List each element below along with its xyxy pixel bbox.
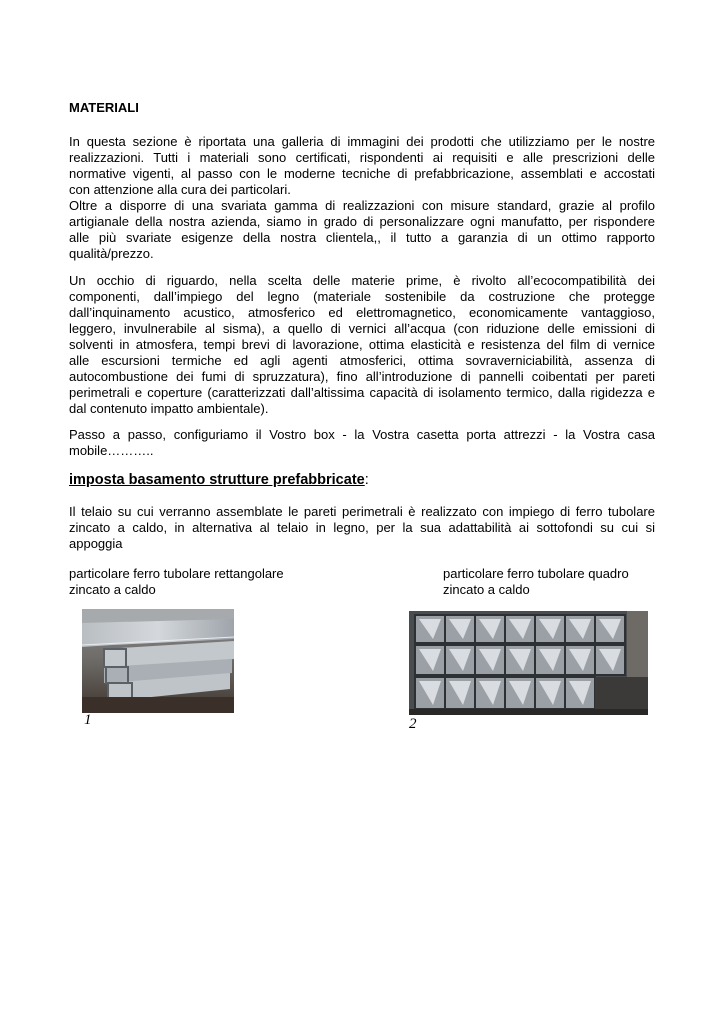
text-line: artigianale della nostra azienda, siamo in grado di personalizzare ogni manufatto, per rispondere <box>69 214 655 229</box>
caption-line: zincato a caldo <box>443 582 530 597</box>
text-line: dall’inquinamento acustico, atmosferico ed elettromagnetico, economicamente vantaggioso, <box>69 305 655 320</box>
square-tube-photo <box>409 611 648 715</box>
figure-2-caption <box>443 566 629 598</box>
figure-1-number: 1 <box>84 712 92 728</box>
text-line: alle escursioni termiche ed agli agenti atmosferici, ottima sovraverniciabilità, assenza di <box>69 353 655 368</box>
text-line: realizzazioni. Tutti i materiali sono certificati, rispondenti ai requisiti e alle prescrizioni delle <box>69 150 655 165</box>
caption-line: particolare ferro tubolare quadro <box>443 566 629 581</box>
section-subheading <box>69 472 369 488</box>
frame-paragraph <box>69 504 655 552</box>
text-line: Oltre a disporre di una svariata gamma di realizzazioni con misure standard, grazie al profilo <box>69 198 655 213</box>
text-line: solventi in atmosfera, tempi brevi di lavorazione, ottima elasticità e resistenza del film di vernice <box>69 337 655 352</box>
page-heading: MATERIALI <box>69 100 139 115</box>
caption-line: particolare ferro tubolare rettangolare <box>69 566 284 581</box>
text-line: zincato a caldo, in alternativa al telaio in legno, per la sua adattabilità ai sottofondi su cui si <box>69 520 655 535</box>
subheading-text: imposta basamento strutture prefabbricate <box>69 472 365 488</box>
text-line: componenti, dall’impiego del legno (materiale sostenibile da costruzione che protegge <box>69 289 655 304</box>
text-line: alle più svariate esigenze della nostra clientela,, il tutto a garanzia di un ottimo rapporto <box>69 230 655 245</box>
text-line: qualità/prezzo. <box>69 246 154 261</box>
rectangular-tube-photo <box>82 609 234 713</box>
eco-paragraph <box>69 273 655 417</box>
text-line: normative vigenti, al passo con le moderne tecniche di prefabbricazione, assemblati e accostati <box>69 166 655 181</box>
text-line: Passo a passo, configuriamo il Vostro box - la Vostra casetta porta attrezzi - la Vostra casa <box>69 427 655 442</box>
text-line: dal contenuto impatto ambientale). <box>69 401 269 416</box>
text-line: autocombustione dei fumi di spruzzatura), fino all’introduzione di pannelli coibentati per pareti <box>69 369 655 384</box>
text-line: Il telaio su cui verranno assemblate le pareti perimetrali è realizzato con impiego di ferro tubolare <box>69 504 655 519</box>
text-line: con attenzione alla cura dei particolari. <box>69 182 291 197</box>
text-line: In questa sezione è riportata una galleria di immagini dei prodotti che utilizziamo per le nostre <box>69 134 655 149</box>
step-paragraph <box>69 427 655 459</box>
caption-line: zincato a caldo <box>69 582 156 597</box>
text-line: perimetrali e coperture (caratterizzati dall’altissima capacità di isolamento termico, dalla rigidezza e <box>69 385 655 400</box>
figure-1-caption <box>69 566 284 598</box>
text-line: leggero, invulnerabile al sisma), a quello di vernici all’acqua (con riduzione delle emissioni di <box>69 321 655 336</box>
subheading-colon: : <box>364 472 369 488</box>
text-line: appoggia <box>69 536 123 551</box>
text-line: Un occhio di riguardo, nella scelta delle materie prime, è rivolto all’ecocompatibilità dei <box>69 273 655 288</box>
text-line: mobile……….. <box>69 443 154 458</box>
figure-2-number: 2 <box>409 716 417 732</box>
intro-paragraph <box>69 134 655 262</box>
